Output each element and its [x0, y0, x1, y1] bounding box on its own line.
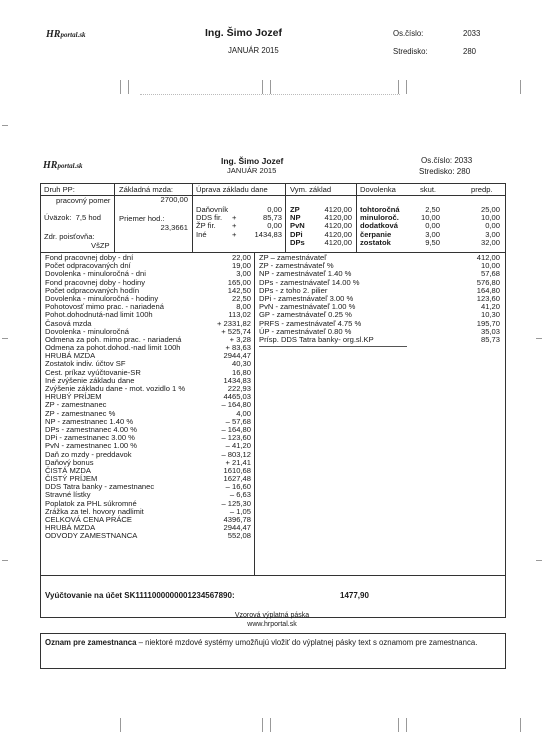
vym-label: DPi [290, 229, 303, 239]
right-item-value: 164,80 [476, 285, 500, 295]
left-item-value: – 803,12 [221, 449, 251, 459]
left-item-label: ZP - zamestnanec [45, 400, 107, 410]
left-item-value: 1627,48 [223, 474, 251, 484]
left-item-value: 4396,78 [223, 515, 251, 524]
priemer-label: Priemer hod.: [119, 214, 165, 223]
left-item-value: 113,02 [228, 310, 251, 320]
dov-skut: 10,00 [420, 213, 440, 223]
left-item-value: – 6,63 [229, 490, 251, 500]
right-item-label: DPi - zamestnávateľ 3.00 % [259, 293, 354, 303]
margin-tick [2, 338, 8, 339]
uprava-value: 1434,83 [254, 229, 282, 239]
margin-tick [536, 560, 542, 561]
left-item-row [45, 532, 251, 540]
dov-predp: 25,00 [480, 205, 500, 214]
vym-value: 4120,00 [324, 213, 352, 223]
left-item-value: – 1,05 [229, 506, 251, 516]
vym-row [290, 239, 352, 247]
dov-label: minuloroč. [360, 213, 399, 223]
left-item-value: 8,00 [236, 302, 251, 312]
uprava-label: Iné [196, 229, 207, 239]
left-item-value: – 41,20 [225, 441, 251, 451]
margin-tick [2, 125, 8, 126]
left-item-value: + 83,63 [225, 343, 251, 353]
left-item-value: 2944,47 [223, 351, 251, 361]
uprava-label: DDS fir. [196, 213, 223, 223]
skut-title: skut. [420, 185, 437, 194]
left-item-value: 1434,83 [223, 375, 251, 385]
vym-value: 4120,00 [324, 229, 352, 239]
dov-skut: 3,00 [425, 229, 440, 239]
left-item-label: ČISTÁ MZDA [45, 465, 91, 475]
uprava-sign: + [232, 229, 237, 239]
divider [40, 575, 505, 576]
left-item-label: Pohotovosť mimo prac. - nariadená [45, 302, 164, 312]
vym-list [290, 206, 352, 247]
left-item-label: Stravné lístky [45, 490, 91, 500]
zakl-label: Základná mzda: [119, 185, 174, 194]
left-item-label: Fond pracovnej doby - hodiny [45, 277, 146, 287]
dov-label: zostatok [360, 237, 391, 247]
right-item-label: PvN - zamestnávateľ 1.00 % [259, 302, 356, 312]
uprava-row [196, 231, 282, 239]
right-item-value: 195,70 [476, 318, 500, 328]
right-item-label: DPs - z toho 2. pilier [259, 285, 328, 295]
left-item-value: + 21,41 [225, 457, 251, 467]
vym-value: 4120,00 [324, 221, 352, 231]
left-item-value: 22,50 [231, 293, 251, 303]
left-item-value: + 525,74 [221, 326, 251, 336]
left-item-value: 165,00 [227, 277, 251, 287]
right-item-label: PRFS - zamestnávateľ 4.75 % [259, 318, 362, 328]
slip-period: JANUÁR 2015 [227, 166, 277, 175]
left-item-value: – 125,30 [221, 498, 251, 508]
uprava-title: Úprava základu dane [196, 185, 268, 194]
dov-row [360, 239, 500, 247]
dov-predp: 32,00 [480, 237, 500, 247]
left-item-value: 4,00 [236, 408, 251, 418]
left-item-label: Cest. príkaz vyúčtovanie-SR [45, 367, 141, 377]
zdr-value: VšZP [91, 241, 110, 250]
left-item-label: PvN - zamestnanec 1.00 % [45, 441, 138, 451]
slip-os: Os.číslo: 2033 [421, 156, 473, 165]
divider [254, 252, 255, 575]
divider [285, 183, 286, 253]
left-item-label: Dovolenka - minuloročná - dni [45, 269, 146, 279]
left-item-label: Zrážka za tel. hovory nadlimit [45, 506, 144, 516]
zdr-label: Zdr. poisťovňa: [44, 232, 95, 241]
left-item-value: 142,50 [227, 285, 251, 295]
left-items [45, 254, 251, 541]
left-item-label: Odmena za poh. mimo prac. - nariadená [45, 334, 182, 344]
left-item-label: HRUBÝ PRÍJEM [45, 392, 102, 402]
left-item-value: 1610,68 [223, 465, 251, 475]
os-value: 2033 [463, 29, 481, 38]
left-item-value: 40,30 [231, 359, 251, 369]
employee-name: Ing. Šimo Jozef [205, 27, 283, 39]
left-item-label: Dovolenka - minuloročná [45, 326, 129, 336]
left-item-value: 4465,03 [223, 392, 251, 402]
dov-skut: 0,00 [425, 221, 440, 231]
dov-title: Dovolenka [360, 185, 396, 194]
uprava-label: Daňovník [196, 205, 229, 214]
uprava-value: 0,00 [267, 221, 282, 231]
left-item-label: Časová mzda [45, 318, 92, 328]
divider [192, 183, 193, 253]
left-item-label: HRUBÁ MZDA [45, 351, 96, 361]
margin-tick [536, 338, 542, 339]
left-item-label: DDS Tatra banky - zamestnanec [45, 482, 155, 492]
left-item-label: Daň zo mzdy - preddavok [45, 449, 132, 459]
left-item-label: Zvýšenie základu dane - mot. vozidlo 1 % [45, 384, 186, 393]
uprava-value: 0,00 [267, 205, 282, 214]
left-item-label: Poplatok za PHL súkromné [45, 498, 137, 508]
right-item-label: ZP – zamestnávateľ [259, 253, 327, 262]
left-item-label: Fond pracovnej doby - dní [45, 253, 134, 262]
left-item-label: HRUBÁ MZDA [45, 523, 96, 533]
right-item-label: DPs - zamestnávateľ 14.00 % [259, 277, 360, 287]
vym-label: ZP [290, 205, 300, 214]
zakl-value: 2700,00 [160, 195, 188, 204]
left-item-value: 16,80 [231, 367, 251, 377]
left-item-value: + 2331,82 [217, 318, 251, 328]
right-item-label: Prísp. DDS Tatra banky- org.sl.KP [259, 334, 374, 344]
right-item-value: 10,00 [480, 261, 500, 271]
vym-label: NP [290, 213, 301, 223]
druh-label: Druh PP: [44, 185, 75, 194]
left-item-label: Dovolenka - minuloročná - hodiny [45, 293, 159, 303]
right-item-value: 10,30 [480, 310, 500, 320]
right-item-value: 123,60 [476, 293, 500, 303]
dov-skut: 9,50 [425, 237, 440, 247]
left-item-value: – 57,68 [225, 416, 251, 426]
stred-value: 280 [463, 47, 477, 56]
divider [356, 183, 357, 253]
dov-predp: 3,00 [485, 229, 500, 239]
uvazok-label: Úväzok: 7,5 hod [44, 213, 102, 222]
left-item-value: – 16,60 [225, 482, 251, 492]
right-item-value: 35,03 [480, 326, 500, 336]
right-item-value: 576,80 [476, 277, 500, 287]
right-item-value: 57,68 [480, 269, 500, 279]
vym-value: 4120,00 [324, 205, 352, 214]
margin-tick [2, 560, 8, 561]
dov-predp: 10,00 [480, 213, 500, 223]
right-item-value: 412,00 [476, 253, 500, 262]
period: JANUÁR 2015 [228, 46, 279, 55]
dov-label: čerpanie [360, 229, 392, 239]
left-item-label: NP - zamestnanec 1.40 % [45, 416, 134, 426]
left-item-label: Zostatok indiv. účtov SF [45, 359, 126, 369]
left-item-label: Iné zvýšenie základu dane [45, 375, 135, 385]
left-item-label: ČISTÝ PRÍJEM [45, 474, 98, 484]
right-item-value: 41,20 [480, 302, 500, 312]
left-item-label: DPi - zamestnanec 3.00 % [45, 433, 135, 443]
slip-stred: Stredisko: 280 [419, 167, 471, 176]
vym-title: Vym. základ [290, 185, 332, 194]
right-item-value: 85,73 [480, 334, 500, 344]
left-item-value: 222,93 [227, 384, 251, 393]
left-item-value: 2944,47 [223, 523, 251, 533]
uprava-value: 85,73 [262, 213, 282, 223]
left-item-value: 22,00 [231, 253, 251, 262]
left-item-value: – 164,80 [221, 400, 251, 410]
footer-title: Vzorová výplatná páska [234, 612, 310, 619]
uprava-sign: + [232, 221, 237, 231]
vym-label: PvN [290, 221, 305, 231]
left-item-label: Pohot.dohodnutá-nad limit 100h [45, 310, 153, 320]
right-item-label: NP - zamestnávateľ 1.40 % [259, 269, 352, 279]
notice-text: Oznam pre zamestnanca – niektoré mzdové systémy umožňujú vložiť do výplatnej pásky text s oznamom pre zamestnanca. [45, 638, 478, 647]
left-item-label: CELKOVÁ CENA PRÁCE [45, 515, 132, 524]
left-item-label: Počet odpracovaných hodín [45, 285, 140, 295]
stred-label: Stredisko: [393, 47, 428, 56]
slip-employee-name: Ing. Šimo Jozef [221, 156, 284, 166]
dov-label: tohtoročná [360, 205, 400, 214]
left-item-label: Odmena za pohot.dohod.-nad limit 100h [45, 343, 181, 353]
dov-label: dodatková [360, 221, 398, 231]
vym-value: 4120,00 [324, 237, 352, 247]
left-item-label: ODVODY ZAMESTNANCA [45, 531, 138, 541]
left-item-label: Daňový bonus [45, 457, 94, 467]
left-item-value: – 164,80 [221, 424, 251, 434]
priemer-value: 23,3661 [160, 223, 188, 232]
right-item-label: ÚP - zamestnávateľ 0.80 % [259, 326, 352, 336]
vym-label: DPs [290, 237, 305, 247]
dov-skut: 2,50 [425, 205, 440, 214]
os-label: Os.číslo: [393, 29, 424, 38]
dov-predp: 0,00 [485, 221, 500, 231]
footer-url: www.hrportal.sk [247, 621, 297, 628]
uprava-label: ŽP fir. [196, 221, 216, 231]
left-item-value: – 123,60 [221, 433, 251, 443]
left-item-value: 19,00 [231, 261, 251, 271]
dov-list [360, 206, 500, 247]
right-items [259, 254, 500, 344]
right-item-label: ZP - zamestnávateľ % [259, 261, 334, 271]
left-item-value: + 3,28 [229, 334, 251, 344]
left-item-label: Počet odpracovaných dní [45, 261, 131, 271]
logo: HRportal.sk [46, 29, 86, 40]
uprava-sign: + [232, 213, 237, 223]
payment-label: Vyúčtovanie na účet SK1111000000001234567890: [45, 591, 235, 600]
right-item-row [259, 336, 500, 344]
right-underline [259, 346, 407, 347]
divider [114, 183, 115, 253]
predp-title: predp. [471, 185, 493, 194]
payment-value: 1477,90 [340, 591, 369, 600]
slip-logo: HRportal.sk [43, 160, 83, 171]
left-item-value: 3,00 [236, 269, 251, 279]
druh-value: pracovný pomer [56, 196, 111, 205]
left-item-label: ZP - zamestnanec % [45, 408, 116, 418]
uprava-list [196, 206, 282, 239]
right-item-label: GP - zamestnávateľ 0.25 % [259, 310, 352, 320]
left-item-label: DPs - zamestnanec 4.00 % [45, 424, 138, 434]
left-item-value: 552,08 [227, 531, 251, 541]
